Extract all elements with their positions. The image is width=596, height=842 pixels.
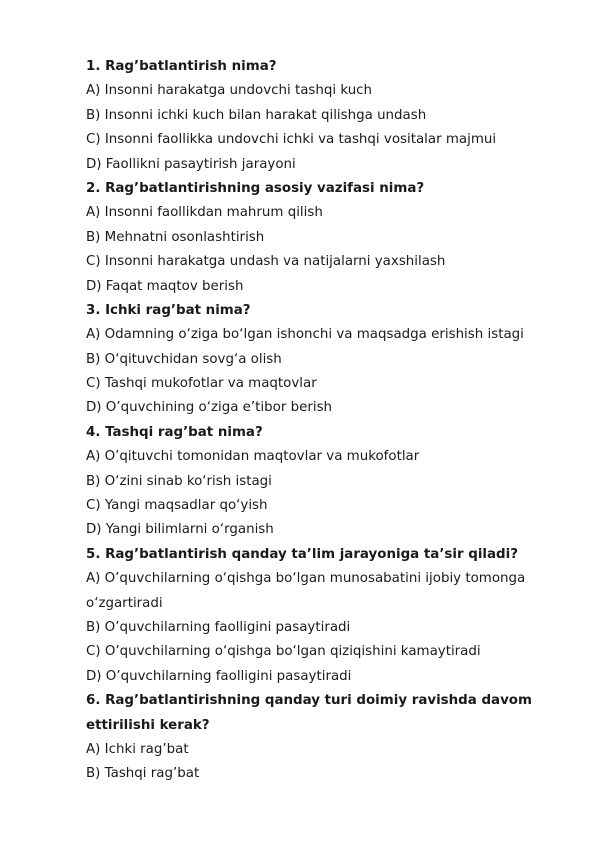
question-block-5 — [86, 543, 566, 689]
answer-option: C) Tashqi mukofotlar va maqtovlar — [86, 376, 317, 392]
answer-option: A) Insonni harakatga undovchi tashqi kuch — [86, 83, 373, 99]
question-block-4 — [86, 421, 566, 543]
document-page — [86, 55, 566, 787]
answer-option: D) Yangi bilimlarni o‘rganish — [86, 522, 274, 538]
question-heading: 5. Rag’batlantirish qanday ta’lim jarayoniga ta’sir qiladi? — [86, 546, 518, 562]
question-heading: 3. Ichki rag’bat nima? — [86, 302, 251, 318]
question-heading: 1. Rag’batlantirish nima? — [86, 59, 277, 74]
answer-option: A) O’quvchilarning o‘qishga bo‘lgan munosabatini ijobiy tomonga o‘zgartiradi — [86, 571, 526, 611]
answer-option: D) Faollikni pasaytirish jarayoni — [86, 156, 296, 172]
answer-option: D) O’quvchining o‘ziga e’tibor berish — [86, 400, 333, 416]
question-block-6 — [86, 689, 566, 787]
answer-option: C) Insonni faollikka undovchi ichki va tashqi vositalar majmui — [86, 132, 497, 148]
answer-option: D) Faqat maqtov berish — [86, 278, 244, 294]
answer-option: C) O’quvchilarning o‘qishga bo‘lgan qiziqishini kamaytiradi — [86, 644, 481, 660]
answer-option: C) Insonni harakatga undash va natijalarni yaxshilash — [86, 254, 446, 270]
question-heading: 4. Tashqi rag’bat nima? — [86, 424, 263, 440]
question-block-3 — [86, 299, 566, 421]
question-heading: 2. Rag’batlantirishning asosiy vazifasi nima? — [86, 180, 425, 196]
question-heading: 6. Rag’batlantirishning qanday turi doimiy ravishda davom ettirilishi kerak? — [86, 693, 532, 733]
answer-option: A) Odamning o‘ziga bo‘lgan ishonchi va maqsadga erishish istagi — [86, 327, 524, 343]
question-block-1 — [86, 55, 566, 177]
answer-option: B) Tashqi rag’bat — [86, 766, 200, 782]
answer-option: A) Insonni faollikdan mahrum qilish — [86, 205, 323, 221]
answer-option: B) Insonni ichki kuch bilan harakat qilishga undash — [86, 107, 427, 123]
answer-option: A) Ichki rag’bat — [86, 742, 189, 757]
answer-option: D) O’quvchilarning faolligini pasaytiradi — [86, 668, 352, 684]
answer-option: B) O‘zini sinab ko‘rish istagi — [86, 473, 272, 489]
answer-option: B) O’quvchilarning faolligini pasaytiradi — [86, 620, 351, 636]
answer-option: A) O’qituvchi tomonidan maqtovlar va mukofotlar — [86, 449, 420, 465]
question-block-2 — [86, 177, 566, 299]
answer-option: C) Yangi maqsadlar qo‘yish — [86, 498, 268, 514]
answer-option: B) Mehnatni osonlashtirish — [86, 229, 265, 245]
answer-option: B) O‘qituvchidan sovg‘a olish — [86, 351, 282, 367]
